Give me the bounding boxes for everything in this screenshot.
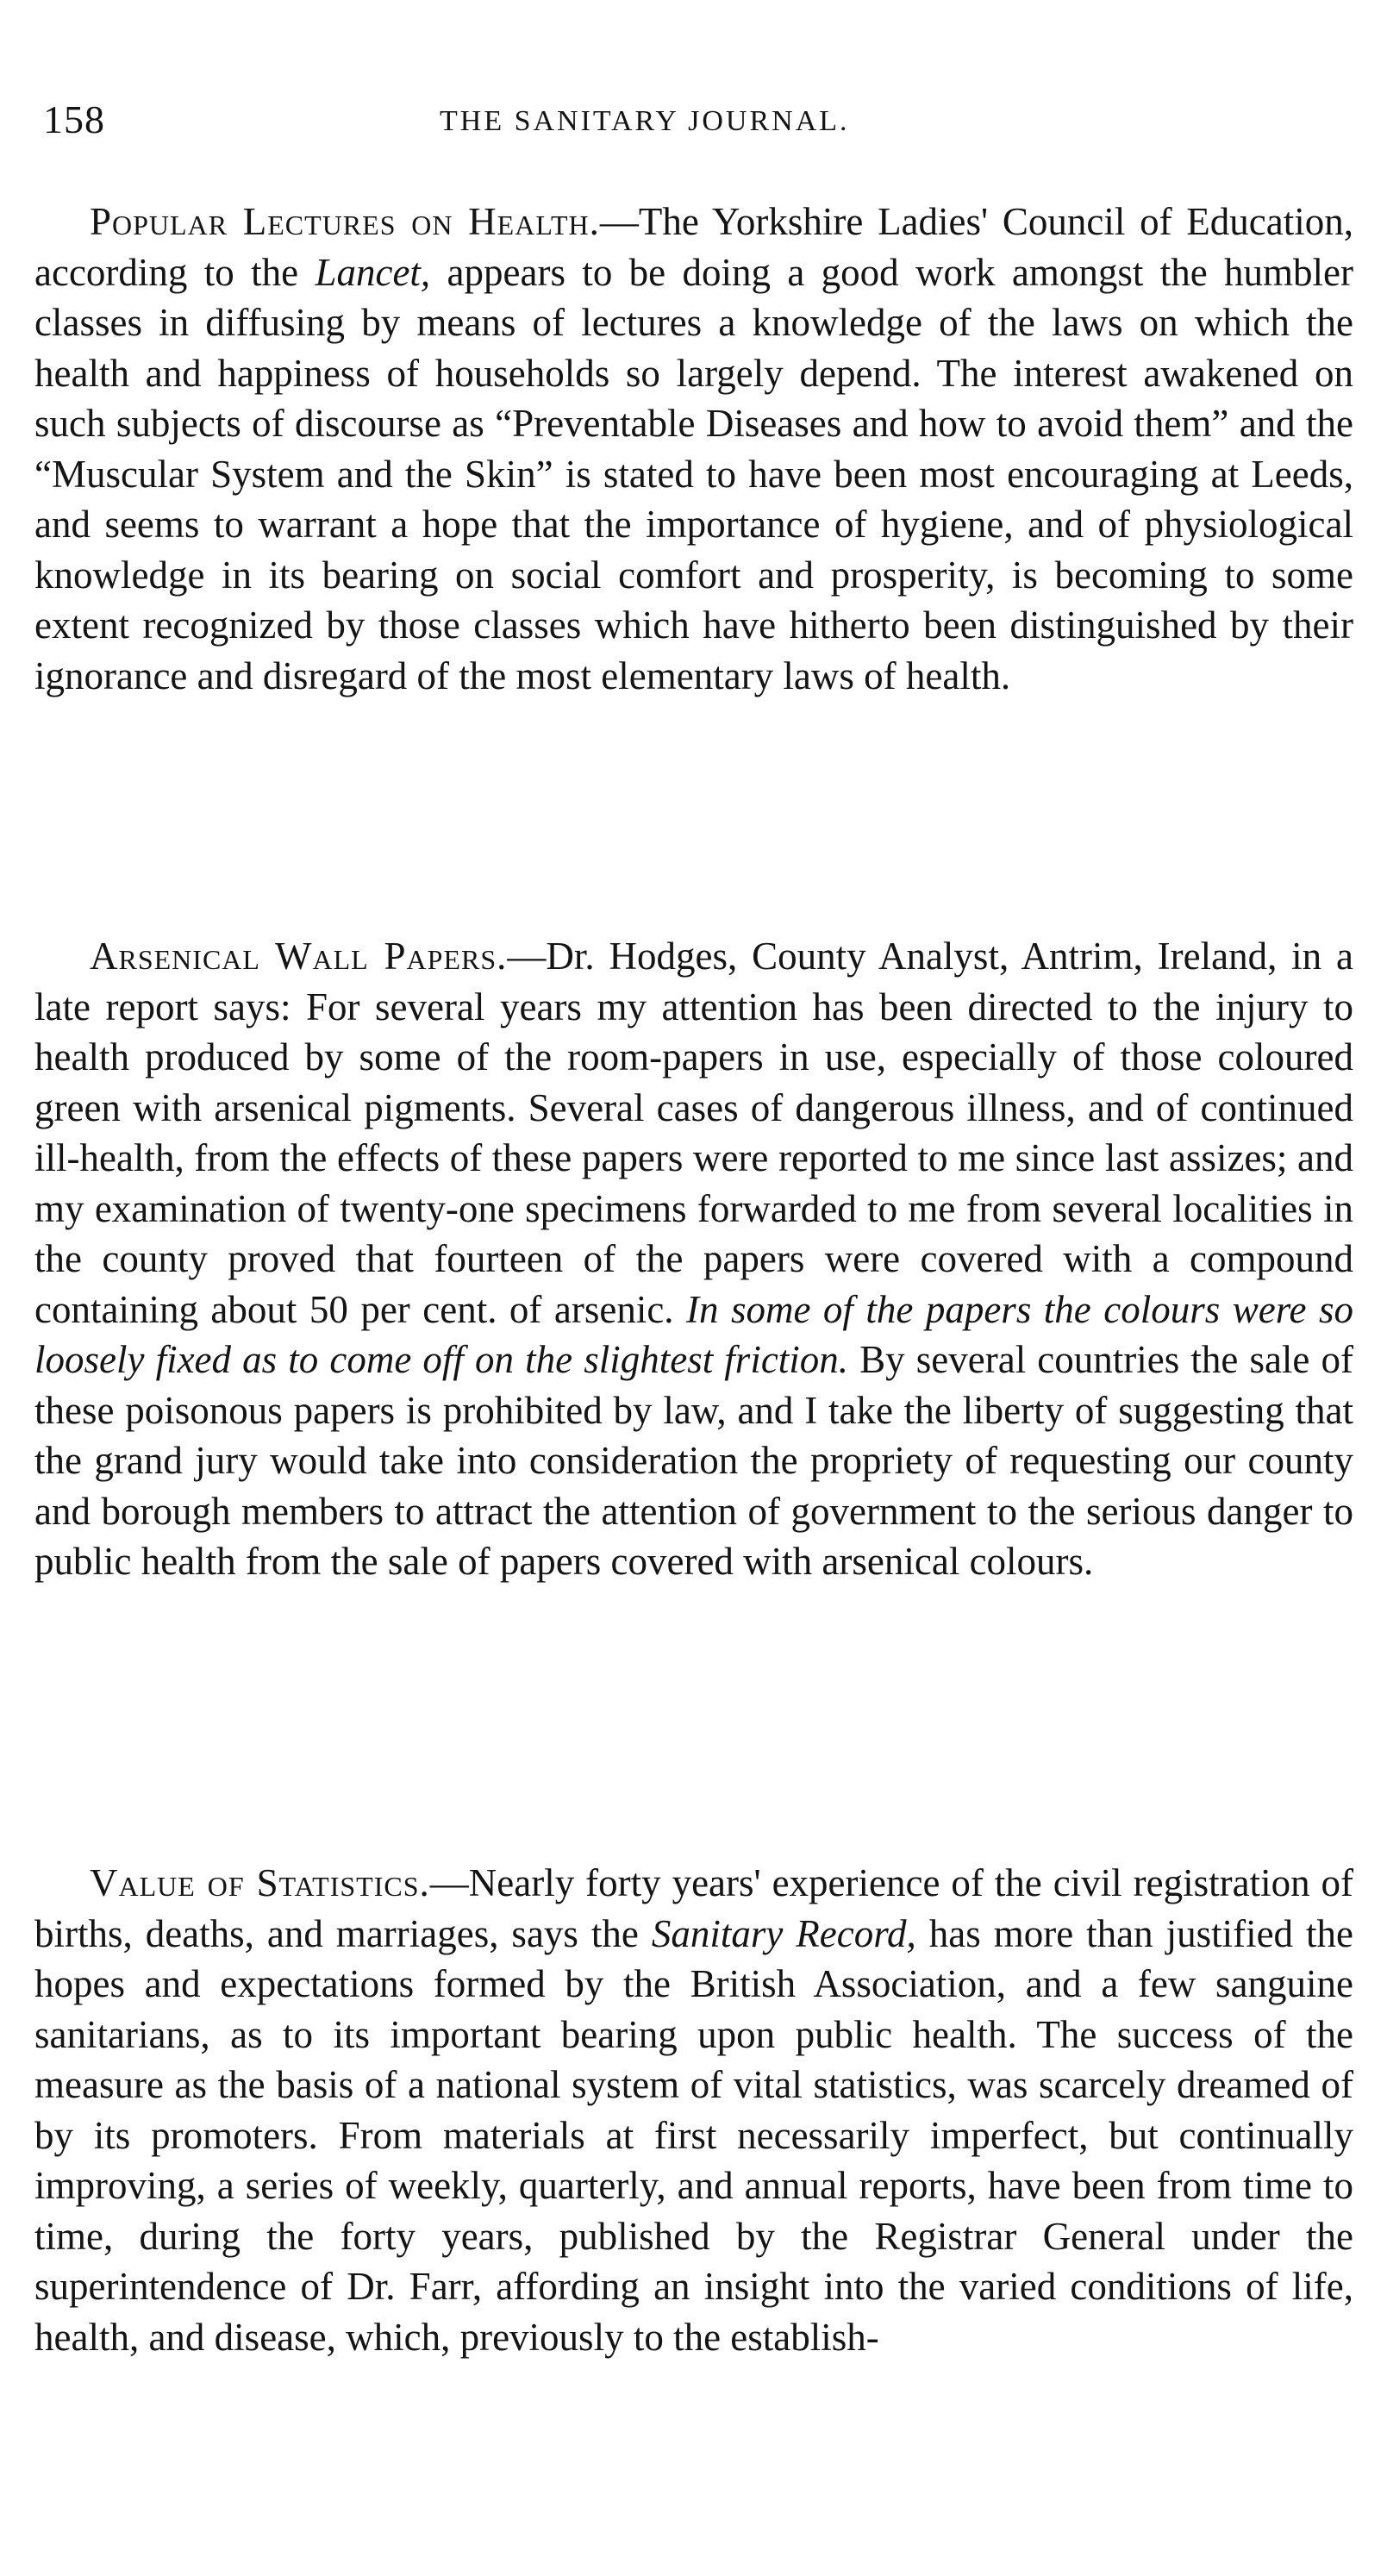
article-title: Value of Statistics. [90,1861,430,1904]
article-text: —Dr. Hodges, County Analyst, Antrim, Ireland, in a late report says: For several years my attention has been directed to the injury to health produced by some of the room-papers in use, especially of those coloured green with arsenical pigments. Several cases of dangerous illness, and of continued ill-health, from the effects of these papers were reported to me since last assizes; and my examination of twenty-one specimens forwarded to me from several localities in the county proved that fourteen of the papers were covered with a compound containing about 50 per cent. of arsenic. [34,935,1353,1331]
page-header [43,97,1362,157]
article-value-of-statistics [34,1858,1353,2362]
article-text: —The Yorkshire Ladies' Council of Education, according to the [34,200,1353,294]
article-italic-text: In some of the papers the colours were so loosely fixed as to come off on the slightest friction. [34,1287,1353,1381]
article-arsenical-wall-papers [34,931,1353,1587]
article-italic-text: Lancet, [315,250,431,294]
article-title: Arsenical Wall Papers. [90,935,508,978]
page-number: 158 [43,97,105,141]
running-title: THE SANITARY JOURNAL. [440,105,850,137]
article-paragraph [34,1858,1353,2362]
article-text: appears to be doing a good work amongst the humbler classes in diffusing by means of lectures a knowledge of the laws on which the health and happiness of households so largely depend. The interest awakened on such subjects of discourse as “Preventable Diseases and how to avoid them” and the “Muscular System and the Skin” is stated to have been most encouraging at Leeds, and seems to warrant a hope that the importance of hygiene, and of physiological knowledge in its bearing on social comfort and prosperity, is becoming to some extent recognized by those classes which have hitherto been distinguished by their ignorance and disregard of the most elementary laws of health. [34,250,1354,697]
article-popular-lectures [34,197,1353,701]
article-title: Popular Lectures on Health. [90,200,600,243]
article-paragraph [34,197,1353,701]
article-text: —Nearly forty years' experience of the civil registration of births, deaths, and marriages, says the [34,1861,1353,1955]
article-text: By several countries the sale of these poisonous papers is prohibited by law, and I take the liberty of suggesting that the grand jury would take into consideration the propriety of requesting our county and borough members to attract the attention of government to the serious danger to public health from the sale of papers covered with arsenical colours. [34,1338,1353,1583]
journal-page [34,0,1353,2576]
article-text: has more than justified the hopes and expectations formed by the British Association, and a few sanguine sanitarians, as to its important bearing upon public health. The success of the measure as the basis of a national system of vital statistics, was scarcely dreamed of by its promoters. From materials at first necessarily imperfect, but continually improving, a series of weekly, quarterly, and annual reports, have been from time to time, during the forty years, published by the Registrar General under the superintendence of Dr. Farr, affording an insight into the varied conditions of life, health, and disease, which, previously to the establish- [34,1911,1353,2359]
article-paragraph [34,931,1353,1587]
article-italic-text: Sanitary Record, [651,1911,916,1955]
